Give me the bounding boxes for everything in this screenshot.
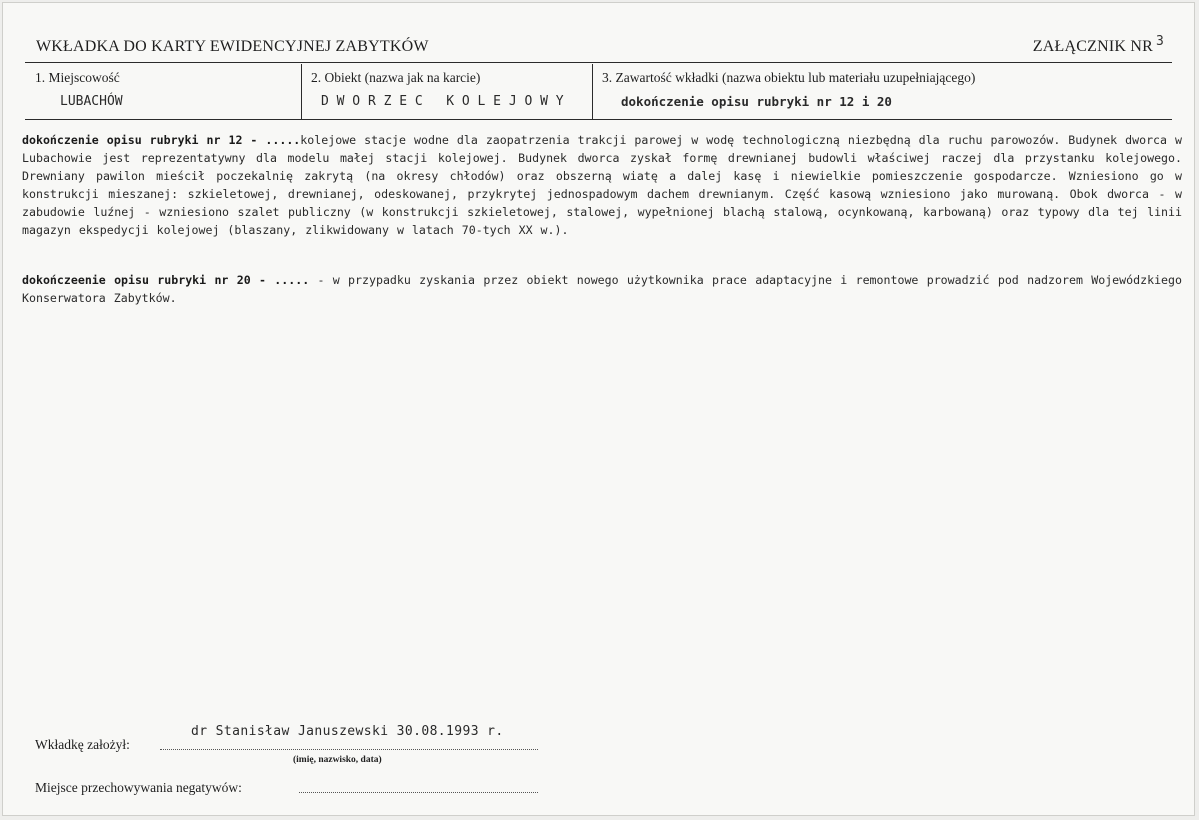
field-locality-value: LUBACHÓW — [60, 94, 123, 109]
field-contents-value: dokończenie opisu rubryki nr 12 i 20 — [621, 94, 892, 109]
section-20-text: - w przypadku zyskania przez obiekt nowego użytkownika prace adaptacyjne i remontowe prowadzić pod nadzorem Wojewódzkiego Konserwatora Zabytków. — [22, 273, 1182, 305]
record-card — [2, 2, 1195, 816]
section-20-lead: dokończeenie opisu rubryki nr 20 - ..... — [22, 273, 310, 287]
field-object-label: 2. Obiekt (nazwa jak na karcie) — [311, 70, 481, 85]
section-rubric-12 — [22, 131, 1182, 239]
annex-label — [1032, 34, 1164, 56]
field-divider-2 — [592, 64, 593, 119]
section-12-lead: dokończenie opisu rubryki nr 12 - ..... — [22, 133, 301, 147]
created-by-value: dr Stanisław Januszewski 30.08.1993 r. — [191, 724, 504, 739]
header-top-rule — [25, 62, 1172, 63]
field-locality-label: 1. Miejscowość — [35, 70, 120, 85]
created-by-hint: (imię, nazwisko, data) — [293, 755, 382, 765]
section-rubric-20 — [22, 271, 1182, 307]
annex-label-text: ZAŁĄCZNIK NR — [1032, 38, 1153, 55]
header-bottom-rule — [25, 119, 1172, 120]
field-contents-label: 3. Zawartość wkładki (nazwa obiektu lub materiału uzupełniającego) — [602, 70, 976, 85]
created-by-label: Wkładkę założył: — [35, 737, 130, 752]
section-12-text: kolejowe stacje wodne dla zaopatrzenia trakcji parowej w wodę technologiczną niezbędną dla ruchu parowozów. Budynek dworca w Lubachowie jest reprezentatywny dla modelu małej stacji kolejowej. Budynek dworca zyskał formę drewnianej budowli właściwej raczej dla przystanku kolejowego. Drewniany pawilon mieścił poczekalnię zakrytą (na okresy chłodów) oraz obszerną wiatę a dalej kasę i niewielkie pomieszczenie gospodarcze. Wzniesiono go w konstrukcji mieszanej: szkieletowej, drewnianej, odeskowanej, przykrytej jednospadowym dachem drewnianym. Część kasową wzniesiono jako murowaną. Obok dworca - w zabudowie luźnej - wzniesiono szalet publiczny (w konstrukcji szkieletowej, stalowej, wypełnionej blachą stalową, ocynkowaną, karbowaną) oraz typowy dla tej linii magazyn ekspedycji kolejowej (blaszany, zlikwidowany w latach 70-tych XX w.). — [22, 133, 1182, 237]
created-by-dotted-line — [160, 749, 538, 750]
negatives-label: Miejsce przechowywania negatywów: — [35, 780, 242, 795]
card-title: WKŁADKA DO KARTY EWIDENCYJNEJ ZABYTKÓW — [36, 38, 429, 55]
negatives-dotted-line — [299, 792, 538, 793]
field-divider-1 — [301, 64, 302, 119]
field-object-value: D W O R Z E C K O L E J O W Y — [321, 94, 564, 109]
annex-number: 3 — [1155, 34, 1164, 49]
